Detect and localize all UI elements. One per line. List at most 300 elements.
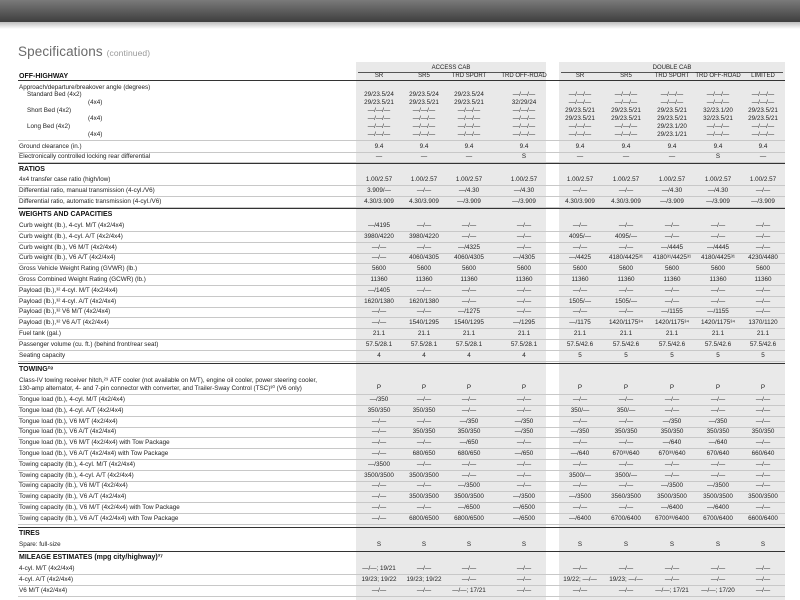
towing-row-cell: —/— [664, 406, 680, 414]
weight-row-cell: 5 [670, 351, 674, 359]
row-divider [18, 140, 785, 141]
section-rule [18, 163, 785, 164]
towing-row-label: Tongue load (lb.), 4-cyl. M/T (4x2/4x4) [19, 396, 125, 403]
towing-row-cell: 670³³/640 [658, 450, 686, 457]
header-rule [18, 80, 785, 81]
weight-row-cell: —/4445 [660, 243, 684, 251]
approach-cell: —/—/— [751, 131, 775, 138]
ratio-row-cell: 1.00/2.57 [704, 176, 732, 183]
approach-cell: —/—/— [412, 131, 436, 138]
mileage-row-cell: —/— [664, 565, 680, 572]
mileage-row-cell: —/— [416, 565, 432, 572]
ratio-row-cell: —/4.30 [513, 187, 535, 194]
towing-row-cell: —/350 [514, 428, 534, 436]
towing-row-cell: —/— [416, 504, 432, 511]
ratio-row-cell: —/4.30 [707, 187, 729, 194]
tire-row-cell: S [521, 541, 527, 548]
towing-row-cell: 350/— [570, 406, 590, 414]
approach-cell: 29/23.5/21 [565, 107, 595, 114]
weight-row-cell: 5600 [755, 265, 770, 273]
approach-cell: —/—/— [706, 123, 730, 130]
weight-row-cell: 1420/1175³⁴ [608, 319, 644, 327]
mileage-row-cell: 19/23; 19/22 [361, 576, 397, 583]
section-header: OFF-HIGHWAY [19, 73, 69, 80]
weight-row-cell: —/— [516, 232, 532, 240]
weight-row-cell: —/1295 [512, 319, 536, 327]
offhighway-row-cell: 9.4 [374, 143, 384, 150]
offhighway-row-cell: 9.4 [758, 143, 768, 150]
towing-row-label: Tongue load (lb.), V6 M/T (4x2/4x4) [19, 417, 118, 425]
weight-row-cell: 11360 [415, 276, 433, 283]
row-divider [18, 196, 785, 197]
offhighway-row-cell: — [622, 153, 630, 160]
weight-row-cell: 11360 [754, 276, 772, 283]
approach-cell: —/—/— [706, 99, 730, 106]
row-divider [18, 585, 785, 586]
approach-sub-label: Standard Bed (4x2) [27, 91, 82, 98]
towing-row-cell: —/— [755, 406, 771, 414]
column-header: TRD OFF-ROAD [501, 73, 547, 79]
towing-row-cell: —/— [618, 482, 634, 490]
weight-row-cell: —/— [710, 297, 726, 305]
towing-row-cell: —/3500 [706, 482, 730, 490]
weight-row-cell: 4095/— [568, 232, 592, 240]
column-header: LIMITED [751, 73, 775, 79]
weight-row-cell: —/— [755, 286, 771, 294]
approach-cell: —/—/— [568, 131, 592, 138]
approach-cell: —/—/— [614, 99, 638, 106]
weight-row-cell: —/— [664, 222, 680, 229]
section-header: WEIGHTS AND CAPACITIES [19, 211, 113, 218]
weight-row-cell: 4095/— [614, 232, 638, 240]
offhighway-row-cell: — [668, 153, 676, 160]
towing-row-cell: —/350 [570, 428, 590, 436]
mileage-row-cell: —/— [755, 576, 771, 583]
offhighway-row-cell: 9.4 [621, 143, 631, 150]
towing-row-cell: —/6500 [512, 504, 536, 511]
weight-row-cell: 5 [716, 351, 720, 359]
towing-row-cell: —/— [710, 406, 726, 414]
mileage-row-cell: —/—; 17/21 [655, 587, 689, 594]
header-group-access-cab: ACCESS CAB [431, 65, 471, 71]
mileage-row-cell: 19/23; —/— [609, 576, 643, 583]
weight-row-cell: 1505/— [614, 297, 638, 305]
weight-row-label: Gross Vehicle Weight Rating (GVWR) (lb.) [19, 265, 138, 273]
weight-row-cell: —/— [572, 243, 588, 251]
weight-row-cell: 57.5/42.6 [658, 340, 686, 348]
weight-row-cell: —/1155 [661, 308, 683, 316]
towing-row-cell: —/— [572, 396, 588, 403]
weight-row-cell: 11360 [709, 276, 727, 283]
towing-row-cell: —/— [618, 460, 634, 468]
towing-row-cell: —/650 [514, 450, 534, 457]
weight-row-cell: —/1275 [457, 308, 481, 316]
towing-row-cell: —/— [664, 460, 680, 468]
mileage-row-cell: —/—; 17/21 [452, 587, 486, 594]
towing-row-cell: —/— [516, 439, 532, 447]
weight-row-cell: —/— [416, 286, 432, 294]
weight-row-cell: 11360 [370, 276, 388, 283]
towing-row-cell: —/— [516, 482, 532, 490]
offhighway-row-cell: — [465, 153, 473, 160]
weight-row-label: Payload (lb.),³² 4-cyl. M/T (4x2/4x4) [19, 286, 118, 294]
offhighway-row-cell: — [420, 153, 428, 160]
tire-row-cell: S [421, 541, 427, 548]
weight-row-cell: 5600 [618, 265, 633, 273]
weight-row-cell: —/— [618, 286, 634, 294]
ratio-row-cell: —/4.30 [661, 187, 683, 194]
towing-row-cell: —/— [710, 396, 726, 403]
towing-row-cell: 6700/6400 [611, 514, 641, 522]
section-header: TOWING²⁸ [19, 366, 54, 373]
approach-cell: —/—/— [367, 123, 391, 130]
approach-cell: —/—/— [457, 107, 481, 114]
hitch-cell: P [466, 384, 472, 391]
ratio-row-label: 4x4 transfer case ratio (high/low) [19, 176, 111, 183]
weight-row-cell: 11360 [460, 276, 478, 283]
towing-row-cell: 3500/3500 [657, 493, 687, 501]
approach-cell: 29/23.5/21 [748, 115, 778, 122]
approach-cell: 29/23.5/21 [565, 115, 595, 122]
ratio-row-cell: 1.00/2.57 [658, 176, 686, 183]
ratio-row-label: Differential ratio, automatic transmission (4-cyl./V6) [19, 198, 162, 205]
column-header: SR5 [418, 73, 430, 79]
towing-row-cell: 350/350 [660, 428, 684, 436]
approach-label: Approach/departure/breakover angle (degrees) [19, 84, 151, 91]
towing-row-cell: —/640 [662, 439, 682, 447]
weight-row-cell: 3980/4220 [409, 232, 439, 240]
offhighway-row-cell: 9.4 [667, 143, 677, 150]
towing-row-cell: 3500/3500 [364, 471, 394, 479]
hitch-cell: P [669, 384, 675, 391]
towing-row-cell: —/— [461, 471, 477, 479]
approach-cell: 32/23.5/21 [703, 115, 733, 122]
towing-row-cell: —/3500 [457, 482, 481, 490]
towing-row-cell: 350/350 [706, 428, 730, 436]
towing-row-cell: —/— [664, 396, 680, 403]
approach-cell: —/—/— [367, 107, 391, 114]
ratio-row-cell: 1.00/2.57 [749, 176, 777, 183]
weight-row-cell: —/— [618, 222, 634, 229]
weight-row-label: Curb weight (lb.), 4-cyl. A/T (4x2/4x4) [19, 232, 123, 240]
towing-row-cell: —/— [755, 439, 771, 447]
weight-row-cell: 57.5/42.6 [612, 340, 640, 348]
mileage-row-label: 4-cyl. M/T (4x2/4x4) [19, 565, 75, 572]
weight-row-cell: —/4425 [568, 254, 592, 262]
ratio-row-cell: 4.30/3.909 [409, 198, 439, 205]
ratio-row-cell: —/4.30 [458, 187, 480, 194]
weight-row-cell: 57.5/42.6 [749, 340, 777, 348]
approach-cell: —/—/— [568, 123, 592, 130]
weight-row-cell: —/— [371, 308, 387, 316]
towing-row-cell: —/— [755, 417, 771, 425]
towing-row-cell: —/— [755, 471, 771, 479]
towing-row-cell: —/— [371, 504, 387, 511]
column-header: TRD SPORT [654, 73, 690, 79]
offhighway-row-cell: S [521, 153, 527, 160]
towing-row-cell: 350/350 [412, 428, 436, 436]
mileage-row-cell: —/— [416, 587, 432, 594]
weight-row-cell: 4060/4305 [454, 254, 484, 262]
towing-row-cell: 3500/3500 [454, 493, 484, 501]
weight-row-cell: —/— [461, 286, 477, 294]
towing-row-cell: —/— [461, 406, 477, 414]
towing-row-cell: —/6400 [568, 514, 592, 522]
towing-row-cell: —/— [572, 504, 588, 511]
towing-row-cell: 3500/3500 [703, 493, 733, 501]
towing-row-cell: —/— [371, 482, 387, 490]
offhighway-row-cell: 9.4 [713, 143, 723, 150]
approach-cell: —/—/— [457, 115, 481, 122]
weight-row-cell: —/— [755, 222, 771, 229]
approach-cell: —/—/— [367, 115, 391, 122]
ratio-row-cell: 1.00/2.57 [566, 176, 594, 183]
towing-row-cell: —/640 [708, 439, 728, 447]
approach-cell: —/—/— [457, 131, 481, 138]
section-header: RATIOS [19, 166, 45, 173]
weight-row-cell: 5600 [516, 265, 531, 273]
weight-row-cell: 21.1 [665, 330, 679, 337]
weight-row-cell: 21.1 [417, 330, 431, 337]
tire-row-cell: S [623, 541, 629, 548]
approach-sub-label: (4x4) [88, 115, 103, 122]
tire-row-cell: S [669, 541, 675, 548]
weight-row-label: Payload (lb.),³² V6 A/T (4x2/4x4) [19, 319, 109, 327]
weight-row-cell: 4 [422, 351, 426, 359]
approach-sub-label: Short Bed (4x2) [27, 107, 72, 114]
offhighway-row-cell: 9.4 [419, 143, 429, 150]
towing-row-cell: —/— [572, 439, 588, 447]
towing-row-cell: —/— [516, 460, 532, 468]
mileage-row-cell: 19/23; 19/22 [406, 576, 442, 583]
weight-row-cell: —/— [755, 297, 771, 305]
ratio-row-cell: 4.30/3.909 [611, 198, 641, 205]
towing-row-label: Towing capacity (lb.), V6 M/T (4x2/4x4) [19, 482, 128, 490]
ratio-row-cell: 1.00/2.57 [612, 176, 640, 183]
tire-row-cell: S [715, 541, 721, 548]
towing-row-label: Towing capacity (lb.), 4-cyl. M/T (4x2/4x4) [19, 460, 136, 468]
weight-row-cell: 57.5/28.1 [365, 340, 393, 348]
weight-row-cell: 5600 [572, 265, 587, 273]
towing-row-cell: —/350 [369, 396, 389, 403]
weight-row-cell: —/1155 [707, 308, 729, 316]
approach-cell: 29/23.5/21 [657, 115, 687, 122]
towing-row-cell: 3500/3500 [409, 493, 439, 501]
weight-row-cell: —/1405 [367, 286, 391, 294]
ratio-row-cell: 3.909/— [367, 187, 391, 194]
mileage-row-cell: —/— [371, 587, 387, 594]
offhighway-row-cell: 9.4 [575, 143, 585, 150]
towing-row-cell: —/— [618, 439, 634, 447]
weight-row-cell: 11360 [663, 276, 681, 283]
ratio-row-cell: —/3.909 [457, 198, 481, 205]
towing-row-cell: —/— [755, 396, 771, 403]
towing-row-cell: 660/640 [751, 450, 775, 457]
towing-row-cell: —/6500 [512, 514, 536, 522]
towing-row-cell: —/— [664, 471, 680, 479]
towing-row-cell: —/— [755, 482, 771, 490]
offhighway-row-cell: — [576, 153, 584, 160]
towing-row-cell: 350/350 [614, 428, 638, 436]
approach-cell: 29/23.5/21 [364, 99, 394, 106]
mileage-row-cell: —/— [516, 565, 532, 572]
weight-row-cell: —/— [461, 222, 477, 229]
towing-row-cell: —/350 [514, 417, 534, 425]
weight-row-cell: 4180³¹/4425³¹ [652, 254, 692, 262]
approach-cell: —/—/— [512, 115, 536, 122]
approach-cell: —/—/— [568, 99, 592, 106]
towing-row-cell: 6700/6400 [703, 514, 733, 522]
ratio-row-cell: 1.00/2.57 [365, 176, 393, 183]
weight-row-cell: 21.1 [711, 330, 725, 337]
towing-row-cell: —/— [416, 417, 432, 425]
ratio-row-cell: —/— [618, 187, 634, 194]
approach-sub-label: (4x4) [88, 131, 103, 138]
weight-row-cell: 1505/— [568, 297, 592, 305]
towing-row-cell: 6600/6400 [748, 514, 778, 522]
approach-cell: —/—/— [412, 123, 436, 130]
ratio-row-label: Differential ratio, manual transmission (4-cyl./V6) [19, 187, 155, 194]
row-divider [18, 361, 785, 362]
approach-cell: 29/23.1/20 [657, 123, 687, 130]
offhighway-row-cell: 9.4 [519, 143, 529, 150]
weight-row-label: Payload (lb.),³² 4-cyl. A/T (4x2/4x4) [19, 297, 117, 305]
tire-row-cell: S [466, 541, 472, 548]
weight-row-cell: —/1175 [569, 319, 591, 327]
offhighway-row-label: Electronically controlled locking rear differential [19, 153, 151, 160]
towing-row-cell: 3560/3500 [611, 493, 641, 501]
towing-row-cell: —/— [416, 439, 432, 447]
weight-row-cell: —/— [516, 308, 532, 316]
towing-row-cell: —/— [371, 439, 387, 447]
approach-cell: 29/23.5/24 [409, 91, 439, 98]
weight-row-cell: 21.1 [756, 330, 770, 337]
page-title-suffix: (continued) [106, 48, 151, 58]
hitch-cell: P [577, 384, 583, 391]
weight-row-label: Payload (lb.),³² V6 M/T (4x2/4x4) [19, 308, 111, 316]
weight-row-cell: —/— [755, 232, 771, 240]
ratio-row-cell: —/— [572, 187, 588, 194]
weight-row-cell: —/— [416, 222, 432, 229]
row-divider [18, 574, 785, 575]
towing-row-cell: —/— [755, 504, 771, 511]
tire-row-label: Spare: full-size [19, 541, 61, 548]
column-header: SR [575, 73, 585, 79]
approach-cell: —/—/— [512, 107, 536, 114]
weight-row-cell: —/— [572, 286, 588, 294]
weight-row-cell: 57.5/28.1 [455, 340, 483, 348]
offhighway-row-cell: — [759, 153, 767, 160]
towing-row-label: Towing capacity (lb.), V6 M/T (4x2/4x4) with Tow Package [19, 504, 180, 511]
weight-row-cell: 1540/1295 [454, 319, 484, 327]
ratio-row-cell: —/— [416, 187, 432, 194]
row-divider [18, 596, 785, 597]
weight-row-label: Seating capacity [19, 351, 66, 359]
ratio-row-cell: —/3.909 [751, 198, 775, 205]
towing-row-cell: —/640 [570, 450, 590, 457]
weight-row-cell: 11360 [617, 276, 635, 283]
mileage-row-cell: —/— [710, 565, 726, 572]
towing-row-cell: —/3500 [367, 460, 391, 468]
approach-cell: —/—/— [614, 123, 638, 130]
approach-cell: —/—/— [614, 131, 638, 138]
towing-row-cell: —/— [755, 460, 771, 468]
ratio-row-cell: 1.00/2.57 [455, 176, 483, 183]
weight-row-cell: —/— [416, 308, 432, 316]
weight-row-cell: —/— [664, 286, 680, 294]
weight-row-cell: —/— [710, 222, 726, 229]
approach-cell: —/—/— [751, 91, 775, 98]
towing-row-cell: —/— [710, 471, 726, 479]
ratio-row-cell: 4.30/3.909 [565, 198, 595, 205]
towing-row-cell: —/— [572, 460, 588, 468]
towing-row-cell: —/— [516, 471, 532, 479]
weight-row-cell: 1420/1175³⁴ [654, 319, 690, 327]
weight-row-cell: —/— [371, 254, 387, 262]
towing-row-cell: —/— [371, 493, 387, 501]
towing-row-cell: 350/— [616, 406, 636, 414]
mileage-row-cell: —/— [572, 565, 588, 572]
hitch-cell: P [715, 384, 721, 391]
weight-row-cell: 11360 [515, 276, 533, 283]
towing-row-cell: 3500/— [614, 471, 638, 479]
weight-row-cell: —/— [461, 232, 477, 240]
weight-row-cell: 11360 [571, 276, 589, 283]
approach-cell: 29/23.5/24 [364, 91, 394, 98]
ratio-row-cell: 1.00/2.57 [510, 176, 538, 183]
row-divider [18, 524, 785, 525]
towing-row-cell: 350/350 [367, 406, 391, 414]
hitch-label: Class-IV towing receiver hitch,²⁹ ATF cooler (not available on M/T), engine oil cooler, power steering cooler, [19, 377, 317, 384]
towing-row-cell: —/— [461, 460, 477, 468]
mileage-row-cell: —/— [664, 576, 680, 583]
top-banner-shadow [0, 22, 800, 29]
ratio-row-cell: —/3.909 [706, 198, 730, 205]
tire-row-cell: S [577, 541, 583, 548]
row-divider [18, 394, 785, 395]
approach-cell: 29/23.5/21 [657, 107, 687, 114]
weight-row-cell: —/4305 [512, 254, 536, 262]
weight-row-cell: —/— [516, 286, 532, 294]
tire-row-cell: S [760, 541, 766, 548]
weight-row-cell: —/4325 [457, 243, 481, 251]
weight-row-cell: 5600 [710, 265, 725, 273]
weight-row-cell: 21.1 [462, 330, 476, 337]
weight-row-cell: —/— [618, 308, 634, 316]
top-banner [0, 0, 800, 22]
mileage-row-label: 4-cyl. A/T (4x2/4x4) [19, 576, 74, 583]
weight-row-cell: 21.1 [517, 330, 531, 337]
weight-row-cell: 1420/1175³⁴ [700, 319, 736, 327]
weight-row-cell: 57.5/28.1 [510, 340, 538, 348]
weight-row-cell: 5600 [416, 265, 431, 273]
weight-row-cell: 4 [467, 351, 471, 359]
approach-sub-label: (4x4) [88, 99, 103, 106]
approach-cell: —/—/— [660, 91, 684, 98]
hitch-cell: P [521, 384, 527, 391]
approach-cell: —/—/— [568, 91, 592, 98]
ratio-row-cell: —/3.909 [660, 198, 684, 205]
weight-row-cell: —/— [618, 243, 634, 251]
weight-row-cell: 1370/1120 [748, 319, 778, 327]
mileage-row-cell: —/— [516, 587, 532, 594]
page-title [18, 44, 150, 59]
towing-row-cell: —/— [572, 482, 588, 490]
towing-row-cell: —/— [371, 450, 387, 457]
ratio-row-cell: 4.30/3.909 [364, 198, 394, 205]
hitch-cell: P [421, 384, 427, 391]
mileage-row-cell: —/—; 19/21 [362, 565, 396, 572]
